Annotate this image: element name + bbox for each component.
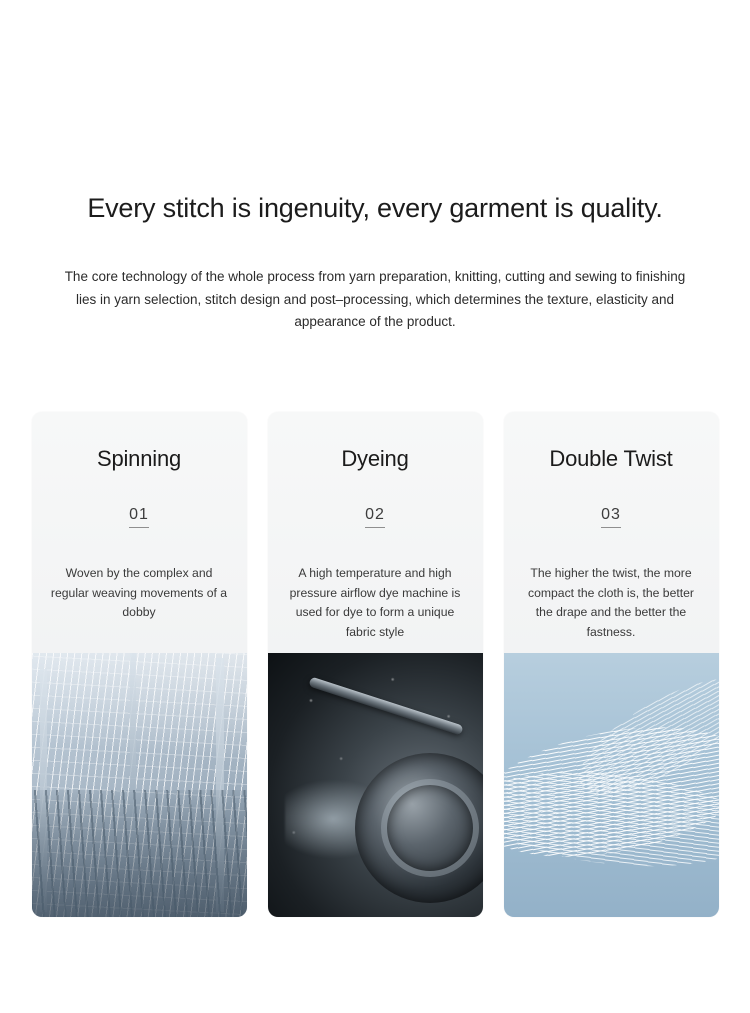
twisted-yarn-photo <box>504 653 719 917</box>
dyeing-machine-photo <box>268 653 483 917</box>
page-title: Every stitch is ingenuity, every garment is quality. <box>87 193 663 223</box>
card-step-number: 02 <box>365 506 385 528</box>
process-card-double-twist[interactable] <box>504 412 719 917</box>
card-title: Double Twist <box>549 446 673 471</box>
card-text-area <box>504 412 719 653</box>
card-description: A high temperature and high pressure airflow dye machine is used for dye to form a unique fabric style <box>289 566 461 639</box>
card-text-area <box>268 412 483 653</box>
card-text-area <box>32 412 247 653</box>
loom-frame-bar <box>40 669 47 912</box>
card-step-number: 03 <box>601 506 621 528</box>
card-step-number: 01 <box>129 506 149 528</box>
page-subtitle: The core technology of the whole process from yarn preparation, knitting, cutting and sewing to finishing lies in yarn selection, stitch design and post–processing, which determines the texture, elasticity and appearance of the product. <box>64 269 686 329</box>
card-description: The higher the twist, the more compact the cloth is, the better the drape and the better the fastness. <box>528 566 694 639</box>
weaving-loom-photo <box>32 653 247 917</box>
process-card-dyeing[interactable] <box>268 412 483 917</box>
card-title: Dyeing <box>341 446 409 471</box>
machine-pipe <box>309 676 464 735</box>
card-description: Woven by the complex and regular weaving movements of a dobby <box>50 566 228 620</box>
loom-frame-bar <box>216 658 224 911</box>
process-card-list <box>0 412 750 917</box>
loom-frame-bar <box>130 653 136 817</box>
process-card-spinning[interactable] <box>32 412 247 917</box>
card-title: Spinning <box>96 446 182 471</box>
machine-drum-ring <box>381 779 479 877</box>
